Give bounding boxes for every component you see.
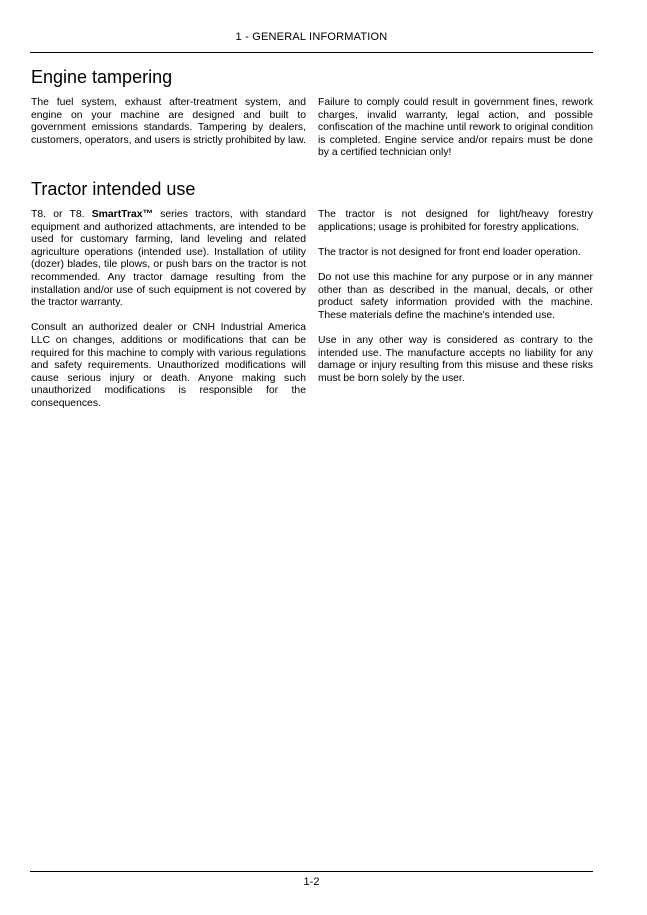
heading-engine-tampering: Engine tampering bbox=[31, 67, 173, 87]
tractor-right-paragraph-2: The tractor is not designed for front end loader operation. bbox=[318, 246, 581, 258]
tractor-right-paragraph-3: Do not use this machine for any purpose or in any manner other than as described in the manual, decals, or other product safety information provided with the machine. These materials define the machine's intended use. bbox=[318, 271, 593, 321]
tractor-right-paragraph-1: The tractor is not designed for light/heavy forestry applications; usage is prohibited for forestry applications. bbox=[318, 209, 593, 233]
tractor-right-column bbox=[318, 209, 593, 398]
header-rule bbox=[30, 52, 593, 53]
section-header: 1 - GENERAL INFORMATION bbox=[235, 31, 388, 43]
engine-right-paragraph: Failure to comply could result in government fines, rework charges, invalid warranty, legal action, and possible confiscation of the machine until rework to original condition is completed. Engine service and/or repairs must be done by a certified technician only! bbox=[318, 97, 593, 159]
engine-left-paragraph: The fuel system, exhaust after-treatment system, and engine on your machine are designed and built to government emissions standards. Tampering by dealers, customers, operators, and users is strictly prohibited by law. bbox=[31, 97, 306, 146]
engine-left-column bbox=[31, 97, 306, 160]
paragraph-rest: series tractors, with standard equipment and authorized attachments, are intended to be used for customary farming, land leveling and related agriculture operations (intended use). Installation of utility (dozer) blades, tile plows, or push bars on the tractor is not recommended. Any tractor damage resulting from the installation and/or use of such equipment is not covered by the tractor warranty. bbox=[31, 209, 306, 309]
tractor-left-paragraph-2: Consult an authorized dealer or CNH Industrial America LLC on changes, additions or modifications that can be required for this machine to comply with various regulations and safety requirements. Unauthorized modifications will cause serious injury or death. Anyone making such unauthorized modifications is responsible for the consequences. bbox=[31, 322, 306, 409]
model-prefix: T8. or T8. bbox=[31, 209, 92, 220]
heading-tractor-intended-use: Tractor intended use bbox=[31, 179, 196, 199]
tractor-right-paragraph-4: Use in any other way is considered as contrary to the intended use. The manufacture accepts no liability for any damage or injury resulting from this misuse and these risks must be born solely by the user. bbox=[318, 334, 593, 384]
tractor-left-paragraph-1 bbox=[31, 209, 306, 310]
brand-name: SmartTrax™ bbox=[91, 209, 153, 220]
page-number: 1-2 bbox=[303, 876, 320, 888]
engine-right-column bbox=[318, 97, 593, 173]
footer-rule bbox=[30, 871, 593, 872]
tractor-left-column bbox=[31, 209, 306, 423]
